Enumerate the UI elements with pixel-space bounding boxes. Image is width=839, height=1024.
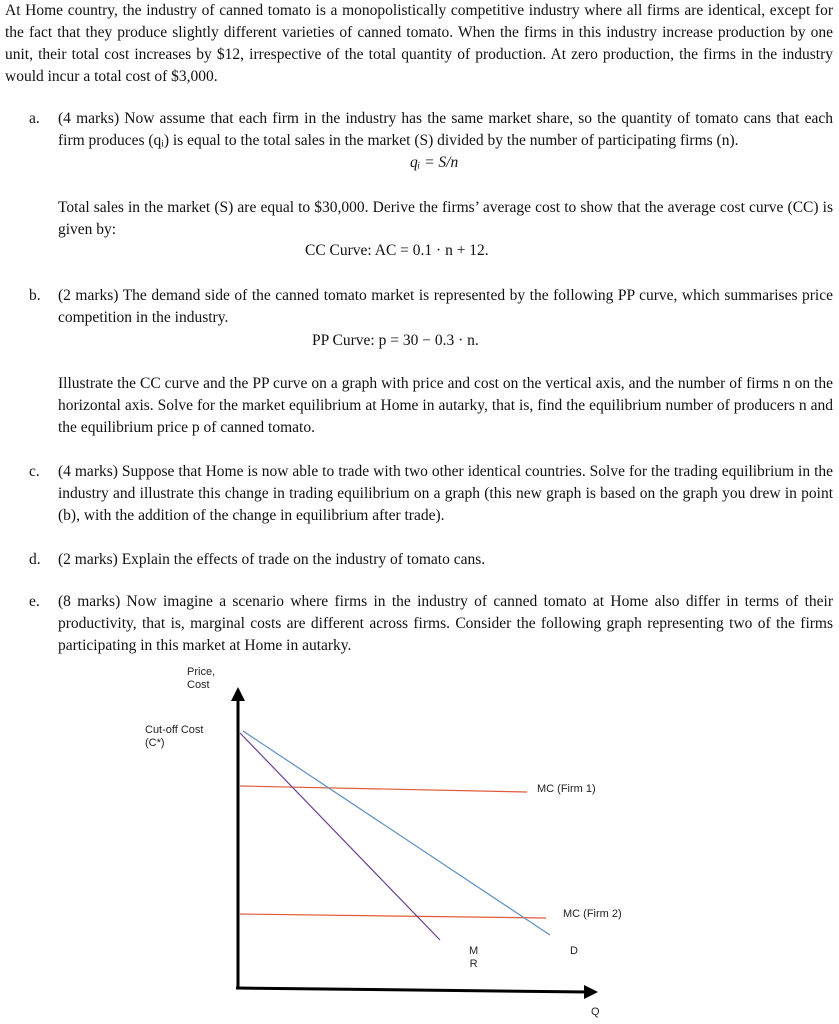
part-b-text: (2 marks) The demand side of the canned tomato market is represented by the following PP curve, which summarises price competition in the industry. (58, 287, 833, 326)
mc-firm1-label: MC (Firm 1) (537, 783, 596, 795)
y-axis-arrow (231, 687, 245, 701)
graph-canvas (0, 655, 839, 1024)
cutoff-label-line1: Cut-off Cost (145, 724, 204, 736)
cutoff-cost-graph (0, 655, 839, 1024)
part-c (29, 461, 833, 527)
part-a-label: a. (29, 110, 40, 127)
x-axis-label: Q (591, 1006, 600, 1018)
mc-firm2-label: MC (Firm 2) (563, 908, 622, 920)
part-a (29, 108, 833, 152)
part-d (29, 549, 833, 571)
mr-line (240, 733, 440, 940)
cc-curve-formula: CC Curve: AC = 0.1 · n + 12. (305, 242, 489, 259)
intro-paragraph: At Home country, the industry of canned tomato is a monopolistically competitive industry where all firms are identical, except for the fact that they produce slightly different varieties of canned tomato. When the firms in this industry increase production by one unit, their total cost increases by $12, irrespective of the total quantity of production. At zero production, the firms in the industry would incur a total cost of $3,000. (5, 2, 833, 85)
qi-formula: qᵢ = S/n (410, 154, 459, 171)
mr-label-line1: M (469, 945, 479, 957)
y-axis-label (187, 666, 215, 692)
y-axis-label-line2: Cost (187, 679, 210, 691)
x-axis (236, 988, 588, 992)
demand-line (243, 731, 550, 935)
part-c-text: (4 marks) Suppose that Home is now able to trade with two other identical countries. Solve for the trading equilibrium in the industry and illustrate this change in trading equilibrium on a graph (this new graph is based on the graph you drew in point (b), with the addition of the change in equilibrium after trade). (58, 463, 833, 524)
x-axis-arrow (584, 985, 598, 999)
mr-label (469, 945, 478, 971)
cutoff-cost-label (145, 724, 204, 750)
part-a-followup: Total sales in the market (S) are equal to $30,000. Derive the firms’ average cost to show that the average cost curve (CC) is given by: (58, 199, 833, 238)
mr-label-line2: R (469, 958, 478, 970)
pp-curve-formula: PP Curve: p = 30 − 0.3 · n. (312, 332, 479, 349)
part-d-text: (2 marks) Explain the effects of trade on the industry of tomato cans. (58, 551, 486, 568)
part-b-label: b. (29, 287, 41, 304)
cutoff-label-line2: (C*) (145, 737, 165, 749)
y-axis-label-line1: Price, (187, 666, 216, 678)
part-e-label: e. (29, 593, 40, 610)
demand-label: D (570, 945, 578, 957)
part-d-label: d. (29, 551, 41, 568)
mc-firm1-line (240, 786, 527, 792)
mc-firm2-line (240, 914, 546, 918)
part-b-followup: Illustrate the CC curve and the PP curve on a graph with price and cost on the vertical axis, and the number of firms n on the horizontal axis. Solve for the market equilibrium at Home in autarky, that is, find the equilibrium number of producers n and the equilibrium price p of canned tomato. (58, 375, 833, 436)
part-e (29, 591, 833, 657)
part-b (29, 285, 833, 329)
part-e-text: (8 marks) Now imagine a scenario where firms in the industry of canned tomato at Home also differ in terms of their productivity, that is, marginal costs are different across firms. Consider the following graph representing two of the firms participating in this market at Home in autarky. (58, 593, 833, 654)
part-c-label: c. (29, 463, 40, 480)
part-a-text: (4 marks) Now assume that each firm in the industry has the same market share, so the quantity of tomato cans that each firm produces (qᵢ) is equal to the total sales in the market (S) divided by the number of participating firms (n). (58, 110, 833, 149)
